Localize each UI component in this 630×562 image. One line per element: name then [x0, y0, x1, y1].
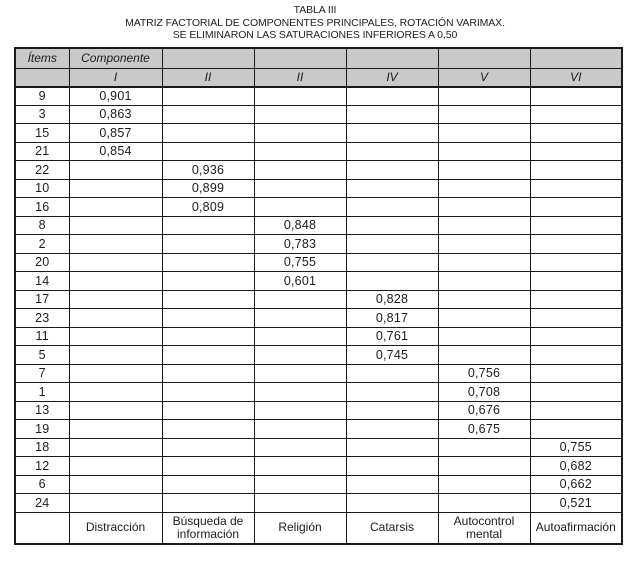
item-number-cell: 7 — [15, 364, 69, 383]
loading-value-cell: 0,675 — [438, 420, 530, 439]
loading-value-cell — [69, 161, 162, 180]
loading-value-cell — [254, 290, 346, 309]
loading-value-cell — [530, 142, 622, 161]
item-number-cell: 23 — [15, 309, 69, 328]
loading-value-cell — [438, 272, 530, 291]
table-row — [15, 327, 622, 346]
loading-value-cell — [346, 420, 438, 439]
item-number-cell: 22 — [15, 161, 69, 180]
item-number-cell: 2 — [15, 235, 69, 254]
loading-value-cell: 0,745 — [346, 346, 438, 365]
loading-value-cell: 0,899 — [162, 179, 254, 198]
loading-value-cell: 0,783 — [254, 235, 346, 254]
loading-value-cell — [69, 253, 162, 272]
item-number-cell: 11 — [15, 327, 69, 346]
table-row — [15, 401, 622, 420]
table-row — [15, 142, 622, 161]
loading-value-cell — [254, 309, 346, 328]
loading-value-cell — [69, 216, 162, 235]
loading-value-cell: 0,863 — [69, 105, 162, 124]
loading-value-cell — [438, 327, 530, 346]
loading-value-cell — [346, 253, 438, 272]
loading-value-cell — [162, 327, 254, 346]
loading-value-cell — [69, 494, 162, 513]
table-row — [15, 216, 622, 235]
loading-value-cell — [438, 142, 530, 161]
loading-value-cell — [69, 364, 162, 383]
loading-value-cell — [530, 346, 622, 365]
factor-name-cell: Búsqueda de información — [162, 512, 254, 544]
col-header-empty — [530, 48, 622, 69]
col-header-empty — [346, 48, 438, 69]
factor-name-cell: Catarsis — [346, 512, 438, 544]
loading-value-cell — [162, 124, 254, 143]
loading-value-cell: 0,901 — [69, 87, 162, 106]
loading-value-cell: 0,761 — [346, 327, 438, 346]
item-number-cell: 12 — [15, 457, 69, 476]
table-body — [15, 87, 622, 513]
col-header-component-numeral: I — [69, 69, 162, 87]
loading-value-cell — [162, 438, 254, 457]
col-header-component-numeral: IV — [346, 69, 438, 87]
header-row-labels — [15, 48, 622, 69]
loading-value-cell: 0,521 — [530, 494, 622, 513]
item-number-cell: 16 — [15, 198, 69, 217]
loading-value-cell — [162, 383, 254, 402]
item-number-cell: 5 — [15, 346, 69, 365]
col-header-empty — [438, 48, 530, 69]
loading-value-cell — [69, 346, 162, 365]
loading-value-cell — [530, 383, 622, 402]
loading-value-cell — [69, 179, 162, 198]
loading-value-cell — [162, 272, 254, 291]
footer-empty-cell — [15, 512, 69, 544]
table-row — [15, 346, 622, 365]
loading-value-cell — [254, 124, 346, 143]
loading-value-cell — [254, 420, 346, 439]
loading-value-cell: 0,936 — [162, 161, 254, 180]
item-number-cell: 18 — [15, 438, 69, 457]
caption-subtitle-line: SE ELIMINARON LAS SATURACIONES INFERIORES A 0,50 — [172, 29, 458, 41]
loading-value-cell: 0,817 — [346, 309, 438, 328]
loading-value-cell — [530, 87, 622, 106]
loading-value-cell — [346, 457, 438, 476]
loading-value-cell — [69, 420, 162, 439]
loading-value-cell — [254, 475, 346, 494]
loading-value-cell — [162, 457, 254, 476]
table-header — [15, 48, 622, 87]
table-row — [15, 179, 622, 198]
loading-value-cell — [530, 309, 622, 328]
caption-table-number: TABLA III — [293, 4, 337, 16]
loading-value-cell — [162, 253, 254, 272]
item-number-cell: 6 — [15, 475, 69, 494]
loading-value-cell — [346, 179, 438, 198]
loading-value-cell — [69, 272, 162, 291]
loading-value-cell — [438, 457, 530, 476]
loading-value-cell: 0,809 — [162, 198, 254, 217]
loading-value-cell — [162, 216, 254, 235]
loading-value-cell: 0,682 — [530, 457, 622, 476]
col-header-component-numeral: II — [254, 69, 346, 87]
table-row — [15, 364, 622, 383]
table-row — [15, 457, 622, 476]
loading-value-cell: 0,755 — [530, 438, 622, 457]
loading-value-cell — [69, 438, 162, 457]
item-number-cell: 10 — [15, 179, 69, 198]
col-header-empty — [254, 48, 346, 69]
table-row — [15, 383, 622, 402]
loading-value-cell — [346, 198, 438, 217]
item-number-cell: 8 — [15, 216, 69, 235]
loading-value-cell — [530, 235, 622, 254]
loading-value-cell — [162, 494, 254, 513]
loading-value-cell — [438, 105, 530, 124]
item-number-cell: 15 — [15, 124, 69, 143]
table-row — [15, 253, 622, 272]
loading-value-cell — [438, 216, 530, 235]
loading-value-cell — [438, 161, 530, 180]
loading-value-cell — [530, 124, 622, 143]
table-row — [15, 290, 622, 309]
loading-value-cell — [254, 105, 346, 124]
item-number-cell: 3 — [15, 105, 69, 124]
item-number-cell: 21 — [15, 142, 69, 161]
loading-value-cell — [254, 346, 346, 365]
loading-value-cell — [69, 401, 162, 420]
table-caption — [0, 0, 630, 42]
table-row — [15, 272, 622, 291]
item-number-cell: 1 — [15, 383, 69, 402]
item-number-cell: 13 — [15, 401, 69, 420]
table-row — [15, 309, 622, 328]
loading-value-cell: 0,848 — [254, 216, 346, 235]
factor-name-cell: Autoafirmación — [530, 512, 622, 544]
loading-value-cell — [162, 346, 254, 365]
loading-value-cell — [346, 142, 438, 161]
table-row — [15, 105, 622, 124]
loading-value-cell — [346, 216, 438, 235]
caption-title-line: MATRIZ FACTORIAL DE COMPONENTES PRINCIPALES, ROTACIÓN VARIMAX. — [125, 16, 505, 29]
loading-value-cell — [69, 475, 162, 494]
factor-names-row — [15, 512, 622, 544]
loading-value-cell — [162, 364, 254, 383]
factor-name-cell: Autocontrol mental — [438, 512, 530, 544]
loading-value-cell — [69, 327, 162, 346]
loading-value-cell — [162, 401, 254, 420]
item-number-cell: 17 — [15, 290, 69, 309]
table-row — [15, 420, 622, 439]
loading-value-cell — [530, 401, 622, 420]
loading-value-cell — [346, 272, 438, 291]
table-footer — [15, 512, 622, 544]
loading-value-cell — [162, 420, 254, 439]
loading-value-cell — [346, 494, 438, 513]
factor-matrix-table — [14, 47, 623, 546]
loading-value-cell — [530, 327, 622, 346]
table-row — [15, 494, 622, 513]
loading-value-cell — [530, 198, 622, 217]
loading-value-cell: 0,708 — [438, 383, 530, 402]
loading-value-cell: 0,857 — [69, 124, 162, 143]
loading-value-cell — [530, 290, 622, 309]
loading-value-cell — [69, 383, 162, 402]
loading-value-cell: 0,676 — [438, 401, 530, 420]
loading-value-cell — [254, 438, 346, 457]
loading-value-cell — [438, 475, 530, 494]
loading-value-cell — [530, 179, 622, 198]
loading-value-cell — [438, 346, 530, 365]
col-header-component-numeral: II — [162, 69, 254, 87]
loading-value-cell — [530, 216, 622, 235]
loading-value-cell — [162, 475, 254, 494]
table-row — [15, 198, 622, 217]
loading-value-cell — [438, 198, 530, 217]
loading-value-cell — [346, 438, 438, 457]
loading-value-cell — [438, 253, 530, 272]
loading-value-cell — [254, 494, 346, 513]
loading-value-cell — [254, 327, 346, 346]
loading-value-cell: 0,755 — [254, 253, 346, 272]
loading-value-cell — [346, 383, 438, 402]
loading-value-cell: 0,828 — [346, 290, 438, 309]
loading-value-cell — [346, 364, 438, 383]
loading-value-cell — [69, 290, 162, 309]
loading-value-cell — [162, 142, 254, 161]
loading-value-cell — [254, 198, 346, 217]
loading-value-cell — [346, 105, 438, 124]
col-header-component-numeral: VI — [530, 69, 622, 87]
loading-value-cell — [69, 198, 162, 217]
loading-value-cell — [530, 253, 622, 272]
factor-name-cell: Religión — [254, 512, 346, 544]
loading-value-cell — [254, 457, 346, 476]
item-number-cell: 24 — [15, 494, 69, 513]
loading-value-cell — [438, 494, 530, 513]
loading-value-cell — [438, 438, 530, 457]
loading-value-cell — [530, 272, 622, 291]
loading-value-cell — [346, 475, 438, 494]
loading-value-cell — [254, 87, 346, 106]
loading-value-cell: 0,662 — [530, 475, 622, 494]
loading-value-cell — [438, 235, 530, 254]
table-row — [15, 124, 622, 143]
col-header-componente: Componente — [69, 48, 162, 69]
loading-value-cell — [69, 309, 162, 328]
loading-value-cell — [438, 124, 530, 143]
loading-value-cell — [254, 364, 346, 383]
loading-value-cell: 0,601 — [254, 272, 346, 291]
factor-name-cell: Distracción — [69, 512, 162, 544]
item-number-cell: 19 — [15, 420, 69, 439]
loading-value-cell — [438, 179, 530, 198]
loading-value-cell — [254, 161, 346, 180]
loading-value-cell — [530, 420, 622, 439]
table-row — [15, 475, 622, 494]
loading-value-cell — [346, 124, 438, 143]
loading-value-cell — [69, 457, 162, 476]
loading-value-cell: 0,854 — [69, 142, 162, 161]
loading-value-cell — [254, 142, 346, 161]
loading-value-cell — [254, 179, 346, 198]
loading-value-cell — [162, 235, 254, 254]
loading-value-cell — [254, 401, 346, 420]
loading-value-cell — [346, 401, 438, 420]
loading-value-cell — [438, 309, 530, 328]
item-number-cell: 20 — [15, 253, 69, 272]
loading-value-cell — [438, 290, 530, 309]
table-row — [15, 87, 622, 106]
col-header-items: Ítems — [15, 48, 69, 69]
loading-value-cell — [162, 87, 254, 106]
loading-value-cell — [162, 290, 254, 309]
loading-value-cell — [254, 383, 346, 402]
loading-value-cell — [346, 235, 438, 254]
table-row — [15, 438, 622, 457]
loading-value-cell: 0,756 — [438, 364, 530, 383]
loading-value-cell — [530, 364, 622, 383]
loading-value-cell — [530, 161, 622, 180]
table-row — [15, 235, 622, 254]
col-header-empty — [15, 69, 69, 87]
loading-value-cell — [69, 235, 162, 254]
header-row-numerals — [15, 69, 622, 87]
table-row — [15, 161, 622, 180]
loading-value-cell — [438, 87, 530, 106]
loading-value-cell — [346, 87, 438, 106]
item-number-cell: 9 — [15, 87, 69, 106]
item-number-cell: 14 — [15, 272, 69, 291]
col-header-component-numeral: V — [438, 69, 530, 87]
col-header-empty — [162, 48, 254, 69]
loading-value-cell — [530, 105, 622, 124]
loading-value-cell — [162, 105, 254, 124]
loading-value-cell — [346, 161, 438, 180]
loading-value-cell — [162, 309, 254, 328]
